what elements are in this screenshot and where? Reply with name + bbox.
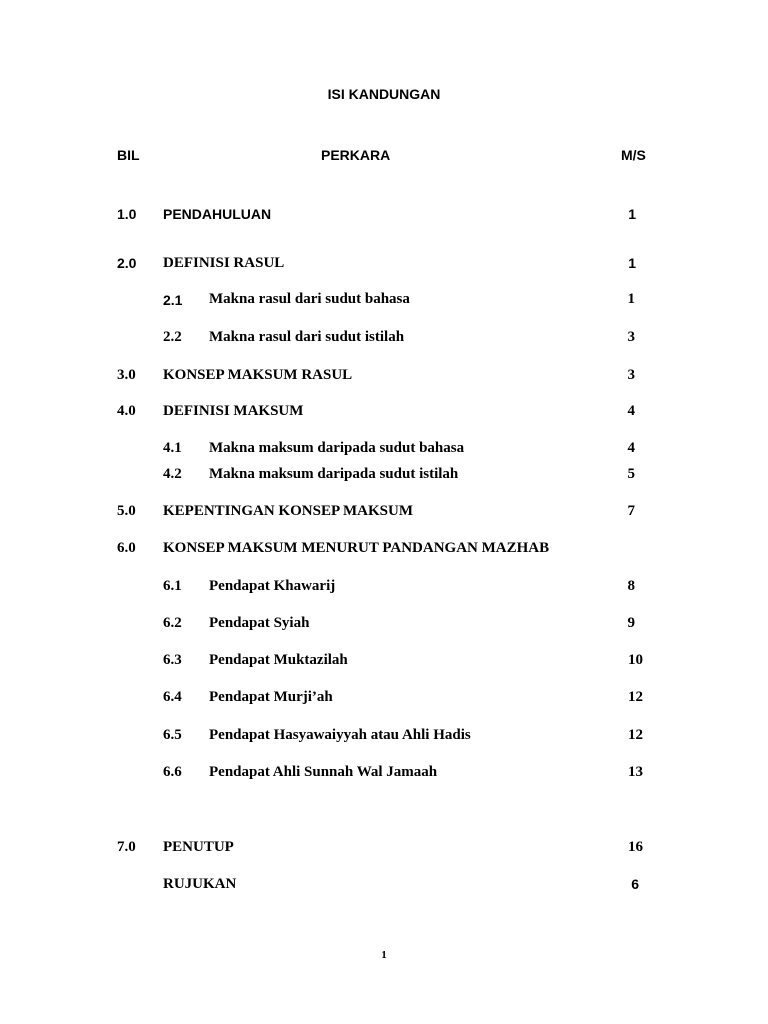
toc-subentry-title: Pendapat Khawarij — [209, 578, 336, 594]
toc-entry-number: 6.0 — [117, 540, 136, 556]
toc-subentry-number: 6.4 — [163, 689, 182, 705]
toc-entry-page: 4 — [627, 403, 635, 419]
toc-subentry-title: Pendapat Murji’ah — [209, 689, 333, 705]
toc-entry-page: 1 — [628, 255, 636, 271]
toc-subentry-page: 13 — [628, 764, 643, 780]
toc-subentry-page: 12 — [628, 689, 643, 705]
toc-subentry-number: 6.3 — [163, 652, 182, 668]
column-header-ms: M/S — [621, 147, 646, 163]
toc-entry-page: 16 — [628, 839, 643, 855]
toc-entry-number: 3.0 — [117, 367, 136, 383]
toc-entry-number: 4.0 — [117, 403, 136, 419]
toc-entry-title: KEPENTINGAN KONSEP MAKSUM — [163, 503, 414, 519]
toc-subentry-number: 6.5 — [163, 727, 182, 743]
toc-subentry-number: 4.1 — [163, 440, 182, 456]
toc-subentry-title: Makna maksum daripada sudut istilah — [209, 466, 459, 482]
toc-subentry-number: 6.1 — [163, 578, 182, 594]
toc-subentry-page: 5 — [627, 466, 635, 482]
toc-subentry-number: 6.6 — [163, 764, 182, 780]
toc-subentry-page: 4 — [627, 440, 635, 456]
toc-entry-title: KONSEP MAKSUM MENURUT PANDANGAN MAZHAB — [163, 540, 550, 556]
toc-entry-title: RUJUKAN — [163, 876, 237, 892]
toc-entry-number: 1.0 — [117, 206, 137, 222]
toc-subentry-page: 12 — [628, 727, 643, 743]
toc-subentry-number: 2.2 — [163, 329, 182, 345]
toc-subentry-page: 3 — [627, 329, 635, 345]
toc-entry-title: DEFINISI RASUL — [163, 255, 285, 271]
toc-entry-title: KONSEP MAKSUM RASUL — [163, 367, 353, 383]
toc-subentry-page: 9 — [627, 615, 635, 631]
footer-page-number: 1 — [381, 949, 387, 961]
toc-subentry-number: 6.2 — [163, 615, 182, 631]
toc-subentry-title: Pendapat Ahli Sunnah Wal Jamaah — [209, 764, 438, 780]
toc-subentry-title: Pendapat Syiah — [209, 615, 310, 631]
toc-subentry-number: 2.1 — [163, 292, 183, 308]
toc-subentry-number: 4.2 — [163, 466, 182, 482]
toc-subentry-page: 10 — [628, 652, 643, 668]
toc-subentry-title: Pendapat Muktazilah — [209, 652, 348, 668]
toc-entry-title: PENDAHULUAN — [163, 206, 272, 222]
toc-subentry-title: Makna maksum daripada sudut bahasa — [209, 440, 465, 456]
toc-entry-number: 7.0 — [117, 839, 136, 855]
toc-entry-title: DEFINISI MAKSUM — [163, 403, 304, 419]
toc-subentry-title: Makna rasul dari sudut bahasa — [209, 291, 410, 307]
column-header-bil: BIL — [117, 147, 140, 163]
toc-entry-number: 2.0 — [117, 255, 137, 271]
toc-subentry-page: 1 — [627, 291, 635, 307]
document-title: ISI KANDUNGAN — [327, 86, 441, 102]
toc-entry-page: 3 — [627, 367, 635, 383]
toc-subentry-page: 8 — [627, 578, 635, 594]
column-header-perkara: PERKARA — [321, 147, 391, 163]
toc-entry-page: 6 — [631, 876, 639, 892]
toc-entry-title: PENUTUP — [163, 839, 234, 855]
toc-entry-page: 1 — [628, 206, 636, 222]
toc-entry-page: 7 — [627, 503, 635, 519]
toc-subentry-title: Pendapat Hasyawaiyyah atau Ahli Hadis — [209, 727, 471, 743]
toc-entry-number: 5.0 — [117, 503, 136, 519]
toc-subentry-title: Makna rasul dari sudut istilah — [209, 329, 405, 345]
